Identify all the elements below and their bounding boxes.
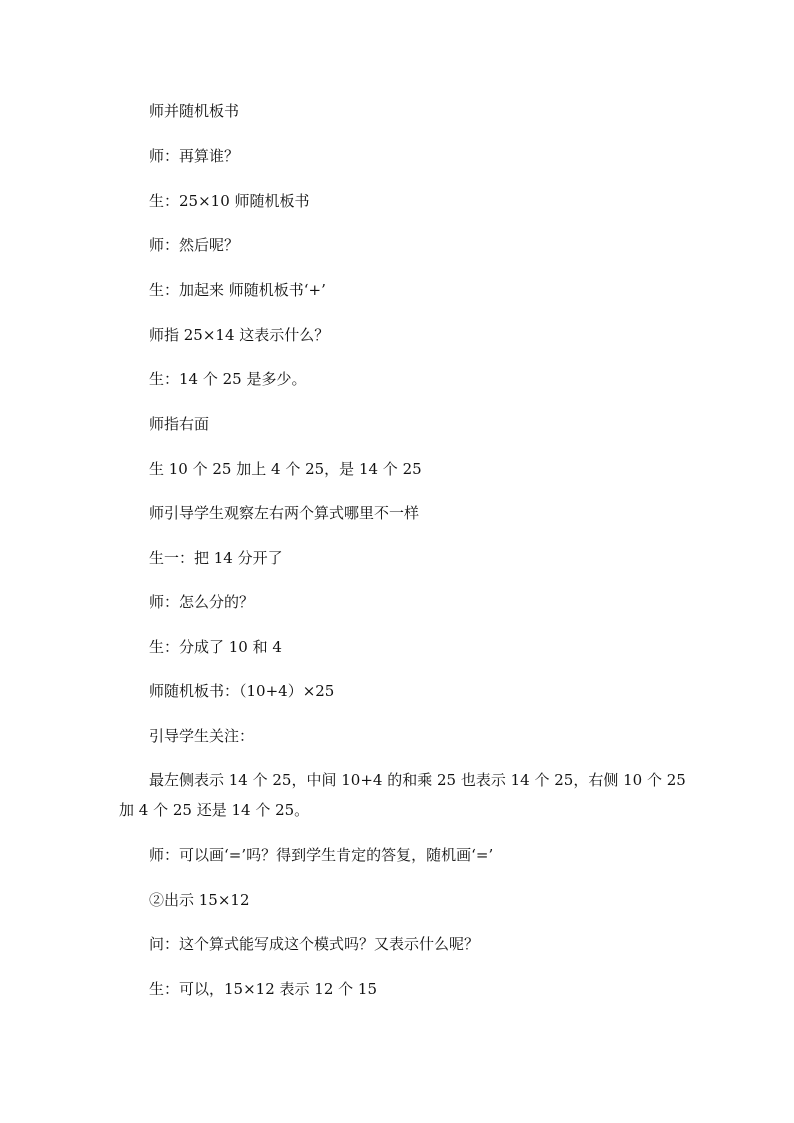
text-line: 师指右面 xyxy=(149,415,210,433)
text-line: 师：然后呢？ xyxy=(149,236,240,254)
text-line: 问：这个算式能写成这个模式吗？又表示什么呢？ xyxy=(149,935,480,953)
text-line: 师：再算谁？ xyxy=(149,147,240,165)
text-line: 师引导学生观察左右两个算式哪里不一样 xyxy=(149,504,420,522)
text-line: ②出示 15×12 xyxy=(149,891,250,909)
text-line: 生：可以，15×12 表示 12 个 15 xyxy=(149,980,377,998)
text-line: 生：分成了 10 和 4 xyxy=(149,638,282,656)
text-line: 生一：把 14 分开了 xyxy=(149,549,283,567)
text-line: 生 10 个 25 加上 4 个 25，是 14 个 25 xyxy=(149,460,422,478)
paragraph-line: 加 4 个 25 还是 14 个 25。 xyxy=(119,801,310,819)
text-line: 师并随机板书 xyxy=(149,102,240,120)
text-line: 师：可以画‘=’吗？得到学生肯定的答复，随机画‘=’ xyxy=(149,846,494,864)
text-line: 生：加起来 师随机板书‘+’ xyxy=(149,281,326,299)
text-line: 生：25×10 师随机板书 xyxy=(149,192,310,210)
text-line: 师：怎么分的？ xyxy=(149,593,255,611)
text-line: 师指 25×14 这表示什么？ xyxy=(149,326,330,344)
explanation-paragraph xyxy=(119,765,686,825)
text-line: 生：14 个 25 是多少。 xyxy=(149,370,307,388)
text-line: 引导学生关注： xyxy=(149,727,255,745)
paragraph-line: 最左侧表示 14 个 25，中间 10+4 的和乘 25 也表示 14 个 25，右侧 10 个 25 xyxy=(149,771,686,789)
text-line: 师随机板书：（10+4）×25 xyxy=(149,682,335,700)
